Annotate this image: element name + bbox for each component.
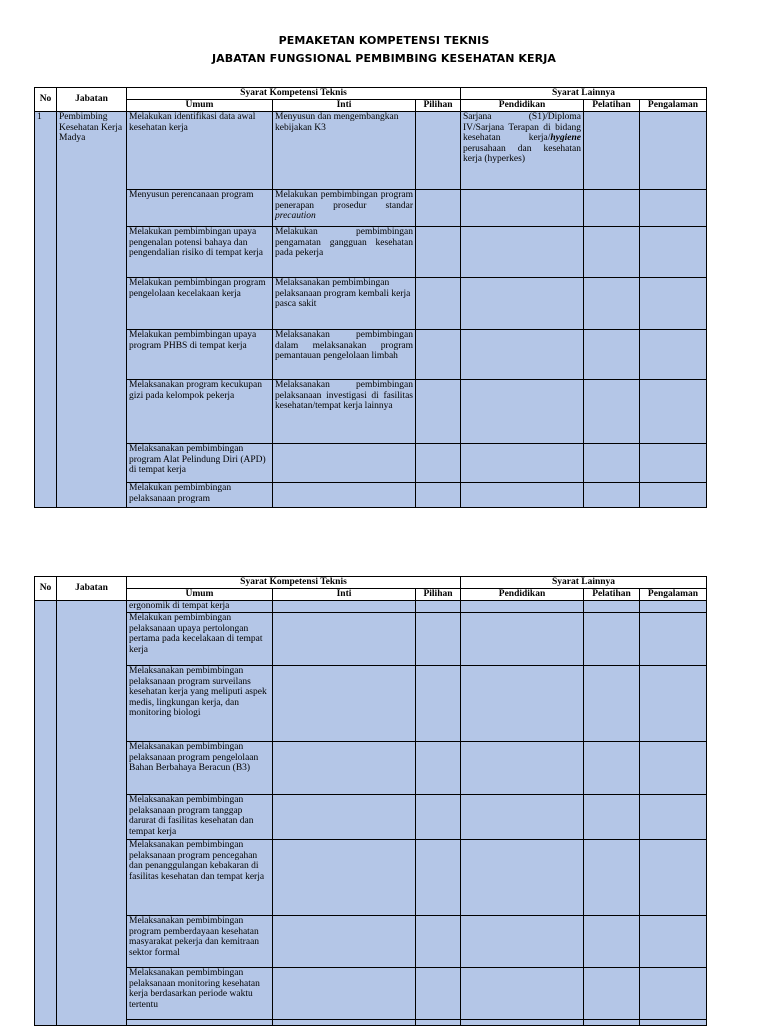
cell-inti: Melakukan pembimbingan pengamatan gangguan kesehatan pada pekerja <box>273 227 416 278</box>
cell-umum: Melaksanakan program kecukupan gizi pada kelompok pekerja <box>127 380 273 444</box>
cell-pilihan <box>416 601 461 613</box>
cell-pilihan <box>416 330 461 380</box>
table-row <box>35 601 707 613</box>
cell-pengalaman <box>640 916 707 968</box>
cell-pelatihan <box>584 190 640 227</box>
cell-pelatihan <box>584 278 640 330</box>
cell-inti <box>273 666 416 742</box>
cell-pengalaman <box>640 795 707 840</box>
cell-umum: Melakukan pembimbingan program pengelolaan kecelakaan kerja <box>127 278 273 330</box>
cell-pendidikan <box>461 916 584 968</box>
cell-pendidikan <box>461 227 584 278</box>
cell-inti <box>273 483 416 508</box>
competency-table-page1 <box>34 87 707 508</box>
cell-inti <box>273 1020 416 1026</box>
cell-umum: Melakukan pembimbingan pelaksanaan program <box>127 483 273 508</box>
header-inti: Inti <box>273 589 416 601</box>
cell-pendidikan <box>461 795 584 840</box>
cell-pelatihan <box>584 613 640 666</box>
cell-pengalaman <box>640 1020 707 1026</box>
table-row <box>35 613 707 666</box>
cell-pengalaman <box>640 112 707 190</box>
cell-inti <box>273 601 416 613</box>
cell-pelatihan <box>584 666 640 742</box>
cell-pilihan <box>416 483 461 508</box>
header-pilihan: Pilihan <box>416 589 461 601</box>
cell-inti: Melaksanakan pembimbingan pelaksanaan investigasi di fasilitas kesehatan/tempat kerja lainnya <box>273 380 416 444</box>
cell-inti <box>273 613 416 666</box>
header-pilihan: Pilihan <box>416 100 461 112</box>
cell-inti: Melaksanakan pembimbingan dalam melaksanakan program pemantauan pengelolaan limbah <box>273 330 416 380</box>
cell-umum: Melaksanakan pembimbingan pelaksanaan program tanggap darurat di fasilitas kesehatan dan tempat kerja <box>127 795 273 840</box>
cell-inti <box>273 795 416 840</box>
cell-pendidikan <box>461 1020 584 1026</box>
cell-pendidikan <box>461 444 584 483</box>
cell-umum: Melaksanakan pembimbingan pelaksanaan program pencegahan dan penanggulangan kebakaran di fasilitas kesehatan dan tempat kerja <box>127 840 273 916</box>
cell-pendidikan <box>461 601 584 613</box>
header-pengalaman: Pengalaman <box>640 100 707 112</box>
cell-umum: Melakukan identifikasi data awal kesehatan kerja <box>127 112 273 190</box>
header-umum: Umum <box>127 100 273 112</box>
document-title: PEMAKETAN KOMPETENSI TEKNIS <box>278 34 490 47</box>
cell-pendidikan <box>461 330 584 380</box>
cell-pengalaman <box>640 666 707 742</box>
cell-pelatihan <box>584 795 640 840</box>
cell-pilihan <box>416 190 461 227</box>
table-row <box>35 444 707 483</box>
table-row <box>35 190 707 227</box>
header-syarat-kompetensi: Syarat Kompetensi Teknis <box>127 577 461 589</box>
cell-inti <box>273 840 416 916</box>
cell-pelatihan <box>584 380 640 444</box>
cell-umum: Melakukan pembimbingan pelaksanaan upaya pertolongan pertama pada kecelakaan di tempat kerja <box>127 613 273 666</box>
header-no: No <box>35 88 57 112</box>
cell-umum: Melaksanakan pembimbingan program pemberdayaan kesehatan masyarakat pekerja dan kemitraan sektor formal <box>127 916 273 968</box>
cell-pendidikan <box>461 666 584 742</box>
table-row <box>35 795 707 840</box>
cell-inti: Menyusun dan mengembangkan kebijakan K3 <box>273 112 416 190</box>
cell-pendidikan <box>461 613 584 666</box>
cell-pendidikan <box>461 840 584 916</box>
table-row <box>35 112 707 190</box>
header-umum: Umum <box>127 589 273 601</box>
cell-pelatihan <box>584 483 640 508</box>
table-row <box>35 916 707 968</box>
table-row <box>35 380 707 444</box>
cell-inti <box>273 444 416 483</box>
cell-inti <box>273 968 416 1020</box>
cell-umum: Melaksanakan pembimbingan pelaksanaan monitoring kesehatan kerja berdasarkan periode waktu tertentu <box>127 968 273 1020</box>
cell-pengalaman <box>640 227 707 278</box>
cell-umum: Melaksanakan pembimbingan program Alat Pelindung Diri (APD) di tempat kerja <box>127 444 273 483</box>
table-row <box>35 968 707 1020</box>
table-row <box>35 483 707 508</box>
cell-pengalaman <box>640 601 707 613</box>
cell-pengalaman <box>640 742 707 795</box>
table-row <box>35 666 707 742</box>
header-pelatihan: Pelatihan <box>584 589 640 601</box>
cell-pelatihan <box>584 742 640 795</box>
cell-pelatihan <box>584 840 640 916</box>
cell-pilihan <box>416 795 461 840</box>
cell-pendidikan <box>461 742 584 795</box>
cell-inti: Melaksanakan pembimbingan pelaksanaan program kembali kerja pasca sakit <box>273 278 416 330</box>
cell-pilihan <box>416 380 461 444</box>
cell-pengalaman <box>640 444 707 483</box>
cell-pelatihan <box>584 601 640 613</box>
cell-pengalaman <box>640 380 707 444</box>
cell-pelatihan <box>584 968 640 1020</box>
cell-umum: Menyusun perencanaan program <box>127 190 273 227</box>
cell-pengalaman <box>640 330 707 380</box>
cell-pelatihan <box>584 1020 640 1026</box>
competency-table-page2 <box>34 576 707 1026</box>
table-row <box>35 330 707 380</box>
cell-inti <box>273 916 416 968</box>
cell-pilihan <box>416 227 461 278</box>
cell-pelatihan <box>584 916 640 968</box>
cell-pengalaman <box>640 968 707 1020</box>
header-pendidikan: Pendidikan <box>461 100 584 112</box>
cell-pilihan <box>416 916 461 968</box>
cell-pengalaman <box>640 613 707 666</box>
cell-umum <box>127 1020 273 1026</box>
cell-pendidikan <box>461 380 584 444</box>
cell-umum: Melakukan pembimbingan upaya program PHBS di tempat kerja <box>127 330 273 380</box>
cell-pilihan <box>416 613 461 666</box>
cell-pendidikan <box>461 968 584 1020</box>
cell-jabatan: Pembimbing Kesehatan Kerja Madya <box>57 112 127 508</box>
header-syarat-lainnya: Syarat Lainnya <box>461 88 707 100</box>
cell-pelatihan <box>584 330 640 380</box>
cell-pilihan <box>416 666 461 742</box>
cell-pendidikan <box>461 190 584 227</box>
cell-pengalaman <box>640 840 707 916</box>
cell-no <box>35 601 57 1026</box>
header-no: No <box>35 577 57 601</box>
cell-pilihan <box>416 840 461 916</box>
cell-umum: Melaksanakan pembimbingan pelaksanaan program pengelolaan Bahan Berbahaya Beracun (B3) <box>127 742 273 795</box>
cell-inti <box>273 742 416 795</box>
document-subtitle: JABATAN FUNGSIONAL PEMBIMBING KESEHATAN KERJA <box>211 52 557 65</box>
cell-pengalaman <box>640 278 707 330</box>
table-row <box>35 227 707 278</box>
header-pelatihan: Pelatihan <box>584 100 640 112</box>
cell-pendidikan: Sarjana (S1)/Diploma IV/Sarjana Terapan di bidang kesehatan kerja/hygiene perusahaan dan kesehatan kerja (hyperkes) <box>461 112 584 190</box>
cell-no: 1 <box>35 112 57 508</box>
cell-inti: Melakukan pembimbingan program penerapan prosedur standar precaution <box>273 190 416 227</box>
cell-umum: ergonomik di tempat kerja <box>127 601 273 613</box>
table-row <box>35 1020 707 1026</box>
cell-pilihan <box>416 278 461 330</box>
cell-pilihan <box>416 968 461 1020</box>
table-row <box>35 840 707 916</box>
header-syarat-lainnya: Syarat Lainnya <box>461 577 707 589</box>
header-pengalaman: Pengalaman <box>640 589 707 601</box>
cell-pelatihan <box>584 227 640 278</box>
cell-pengalaman <box>640 190 707 227</box>
header-pendidikan: Pendidikan <box>461 589 584 601</box>
table-row <box>35 278 707 330</box>
header-jabatan: Jabatan <box>57 88 127 112</box>
cell-pendidikan <box>461 278 584 330</box>
cell-pilihan <box>416 444 461 483</box>
cell-jabatan <box>57 601 127 1026</box>
cell-pilihan <box>416 742 461 795</box>
cell-pelatihan <box>584 112 640 190</box>
header-jabatan: Jabatan <box>57 577 127 601</box>
cell-umum: Melaksanakan pembimbingan pelaksanaan program surveilans kesehatan kerja yang meliputi aspek medis, lingkungan kerja, dan monitoring biologi <box>127 666 273 742</box>
table-row <box>35 742 707 795</box>
cell-pilihan <box>416 1020 461 1026</box>
cell-pilihan <box>416 112 461 190</box>
header-syarat-kompetensi: Syarat Kompetensi Teknis <box>127 88 461 100</box>
cell-umum: Melakukan pembimbingan upaya pengenalan potensi bahaya dan pengendalian risiko di tempat kerja <box>127 227 273 278</box>
cell-pengalaman <box>640 483 707 508</box>
cell-pelatihan <box>584 444 640 483</box>
header-inti: Inti <box>273 100 416 112</box>
cell-pendidikan <box>461 483 584 508</box>
